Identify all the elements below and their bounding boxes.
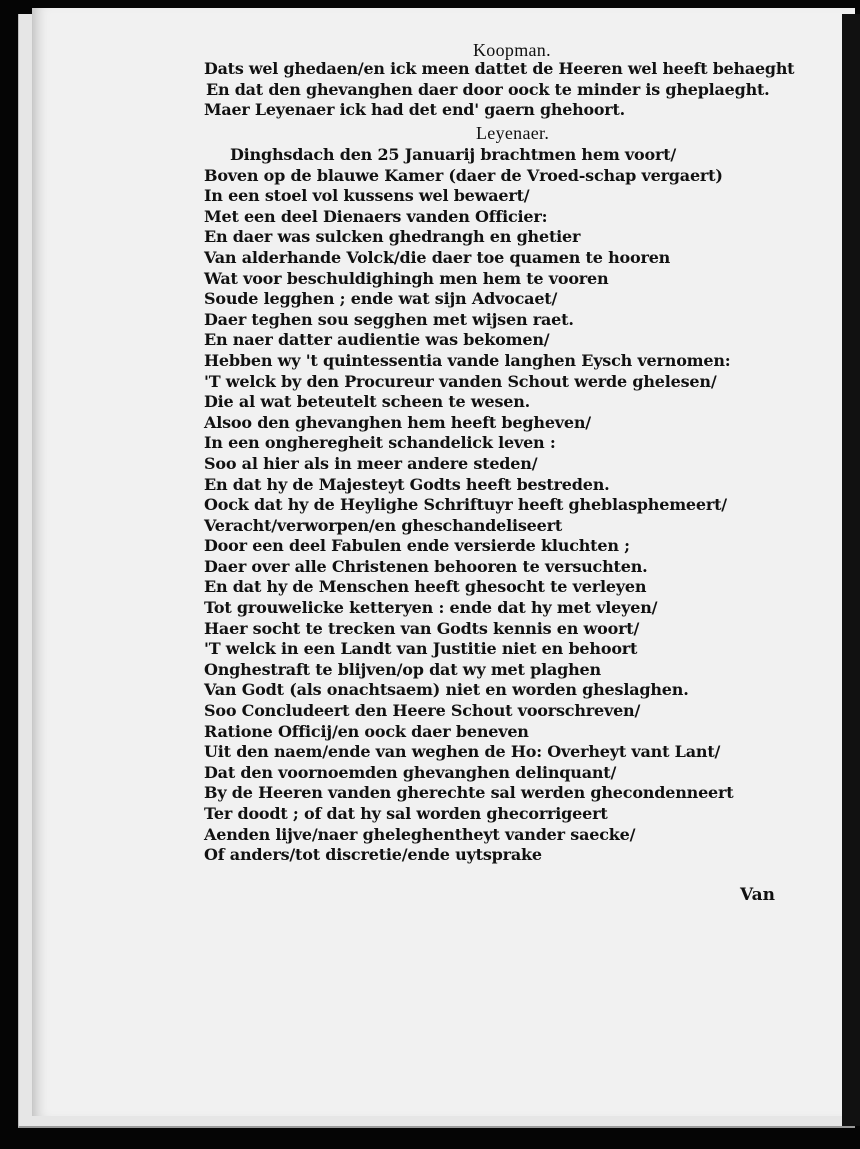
- verse-line: Soo Concludeert den Heere Schout voorschreven/: [204, 701, 641, 721]
- verse-line: En dat den ghevanghen daer door oock te minder is gheplaeght.: [206, 79, 770, 99]
- verse-line: Of anders/tot discretie/ende uytsprake: [204, 845, 542, 865]
- verse-line: Soo al hier als in meer andere steden/: [204, 453, 538, 473]
- verse-line: Met een deel Dienaers vanden Officier:: [204, 206, 548, 226]
- verse-line: Onghestraft te blijven/op dat wy met plaghen: [204, 659, 601, 679]
- verse-line: By de Heeren vanden gherechte sal werden ghecondenneert: [204, 783, 734, 803]
- verse-line: En dat hy de Majesteyt Godts heeft bestreden.: [204, 474, 610, 494]
- verse-line: Wat voor beschuldighingh men hem te vooren: [204, 268, 609, 288]
- verse-line: Alsoo den ghevanghen hem heeft begheven/: [204, 412, 591, 432]
- verse-line: Daer teghen sou segghen met wijsen raet.: [204, 309, 574, 329]
- verse-line: Oock dat hy de Heylighe Schriftuyr heeft gheblasphemeert/: [204, 495, 727, 515]
- page-edge-shadow: [842, 14, 860, 1126]
- verse-line: En daer was sulcken ghedrangh en ghetier: [204, 227, 581, 247]
- verse-line: 'T welck in een Landt van Justitie niet en behoort: [204, 639, 638, 659]
- verse-block: [204, 145, 733, 866]
- verse-line: Van Godt (als onachtsaem) niet en worden gheslaghen.: [204, 680, 689, 700]
- verse-line: Door een deel Fabulen ende versierde kluchten ;: [204, 536, 630, 556]
- verse-line: Boven op de blauwe Kamer (daer de Vroed-schap vergaert): [204, 165, 723, 185]
- verse-line: Veracht/verworpen/en gheschandeliseert: [204, 515, 563, 535]
- verse-line: Soude legghen ; ende wat sijn Advocaet/: [204, 289, 558, 309]
- verse-line: Tot grouwelicke ketteryen : ende dat hy met vleyen/: [204, 598, 658, 618]
- catchword: Van: [740, 885, 776, 905]
- verse-line: Ratione Officij/en oock daer beneven: [204, 721, 529, 741]
- speaker-heading-koopman: Koopman.: [473, 40, 551, 60]
- verse-line: Maer Leyenaer ick had det end' gaern ghehoort.: [204, 100, 625, 120]
- verse-line: En dat hy de Menschen heeft ghesocht te verleyen: [204, 577, 647, 597]
- verse-line: Dat den voornoemden ghevanghen delinquant/: [204, 762, 617, 782]
- verse-line: Ter doodt ; of dat hy sal worden ghecorrigeert: [204, 804, 608, 823]
- verse-line: Die al wat beteutelt scheen te wesen.: [204, 392, 531, 412]
- verse-line: Dats wel ghedaen/en ick meen dattet de Heeren wel heeft behaeght: [204, 59, 795, 78]
- verse-line: In een ongheregheit schandelick leven :: [204, 433, 556, 453]
- speaker-heading-leyenaer: Leyenaer.: [476, 123, 550, 143]
- verse-line: In een stoel vol kussens wel bewaert/: [204, 186, 530, 206]
- verse-line: Daer over alle Christenen behooren te versuchten.: [204, 556, 648, 576]
- verse-line: Van alderhande Volck/die daer toe quamen te hooren: [204, 247, 671, 267]
- verse-line: Hebben wy 't quintessentia vande langhen Eysch vernomen:: [204, 350, 731, 370]
- verse-line: En naer datter audientie was bekomen/: [204, 330, 550, 350]
- verse-line: Dinghsdach den 25 Januarij brachtmen hem voort/: [230, 145, 677, 164]
- verse-line: Uit den naem/ende van weghen de Ho: Overheyt vant Lant/: [204, 742, 721, 762]
- verse-line: Haer socht te trecken van Godts kennis en woort/: [204, 618, 640, 638]
- verse-line: Aenden lijve/naer gheleghentheyt vander saecke/: [204, 824, 636, 844]
- verse-line: 'T welck by den Procureur vanden Schout werde ghelesen/: [204, 371, 717, 391]
- verse-block: [204, 59, 798, 121]
